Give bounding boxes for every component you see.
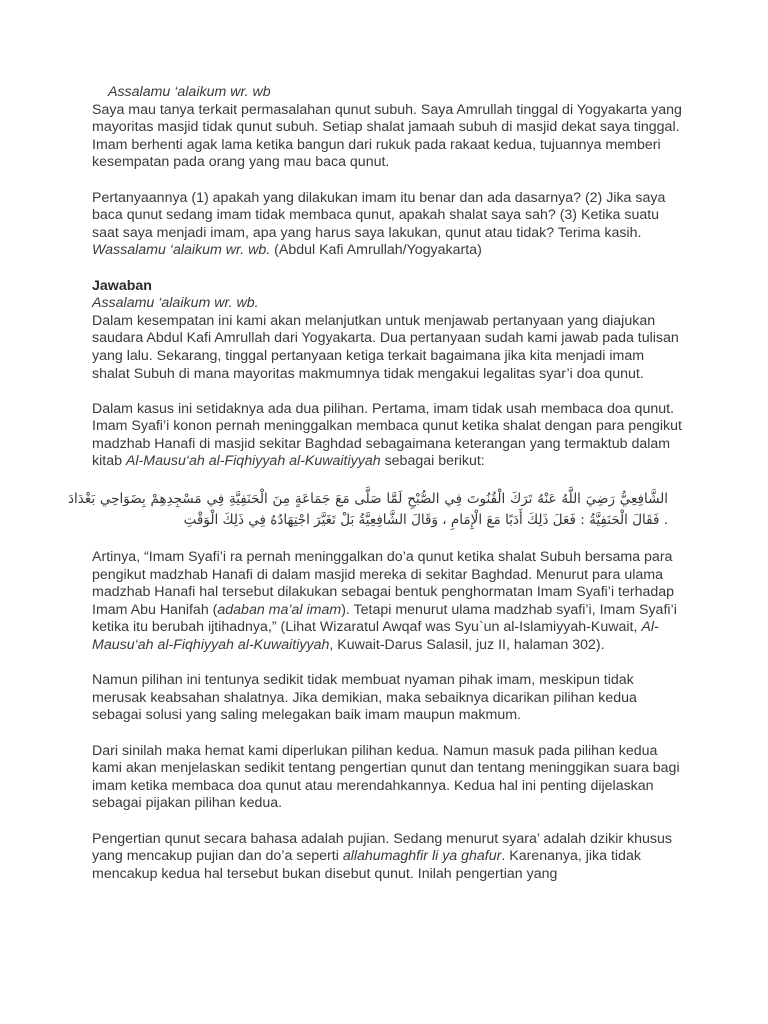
answer-paragraph-6 bbox=[92, 831, 682, 884]
answer-paragraph-1: Dalam kesempatan ini kami akan melanjutkan untuk menjawab pertanyaan yang diajukan saudara Abdul Kafi Amrullah dari Yogyakarta. Dua pertanyaan sudah kami jawab pada tulisan yang lalu. Sekarang, tinggal pertanyaan ketiga terkait bagaimana jika kita menjadi imam shalat Subuh di mana mayoritas makmumnya tidak mengakui legalitas syar’i doa qunut. bbox=[92, 312, 679, 382]
question-paragraph-1: Saya mau tanya terkait permasalahan qunut subuh. Saya Amrullah tinggal di Yogyakarta yang mayoritas masjid tidak qunut subuh. Setiap shalat jamaah subuh di masjid dekat saya tinggal. Imam berhenti agak lama ketika bangun dari rukuk pada rakaat kedua, tujuannya memberi kesempatan pada orang yang mau baca qunut. bbox=[92, 101, 682, 171]
definition-text: Pengertian qunut secara bahasa adalah pujian. Sedang menurut syara’ adalah dzikir khusus yang mencakup pujian dan do’a seperti bbox=[92, 830, 672, 865]
book-title: Al-Mausu‘ah al-Fiqhiyyah al-Kuwaitiyyah bbox=[125, 453, 381, 470]
answer-greeting: Assalamu ‘alaikum wr. wb. bbox=[92, 295, 259, 312]
translation-text-2: ). Tetapi menurut ulama madzhab syafi’i, Imam Syafi’i ketika itu berubah ijtihadnya,” (Lihat Wizaratul Awqaf was Syu`un al-Islamiyyah-Kuwait, bbox=[92, 601, 677, 636]
paragraph-gap bbox=[92, 172, 682, 190]
question-greeting: Assalamu ‘alaikum wr. wb bbox=[108, 84, 271, 100]
signature: (Abdul Kafi Amrullah/Yogyakarta) bbox=[270, 242, 482, 259]
arabic-quote: الشَّافِعِيُّ رَضِيَ اللَّهُ عَنْهُ تَرَكَ الْقُنُوتَ فِي الصُّبْحِ لَمَّا صَلَّى مَعَ جَمَاعَةٍ مِنَ الْحَنَفِيَّةِ فِي مَسْجِدِهِمْ بِضَوَاحِي بَغْدَادَ . فَقَالَ الْحَنَفِيَّةُ : فَعَلَ ذَلِكَ أَدَبًا مَعَ الْإِمَامِ ، وَقَالَ الشَّافِعِيَّةُ بَلْ تَغَيَّرَ اجْتِهَادُهُ فِي ذَلِكَ الْوَقْتِ bbox=[68, 491, 668, 529]
translation-paragraph bbox=[92, 549, 682, 655]
closing-greeting: Wassalamu ‘alaikum wr. wb. bbox=[92, 242, 271, 259]
paragraph-gap bbox=[92, 655, 682, 673]
answer-text: Dalam kasus ini setidaknya ada dua pilihan. Pertama, imam tidak usah membaca doa qunut. Imam Syafi’i konon pernah meninggalkan membaca qunut ketika shalat dengan para pengikut madzhab Hanafi di masjid sekitar Baghdad sebagaimana keterangan yang termaktub dalam kitab bbox=[92, 400, 682, 470]
paragraph-gap bbox=[92, 260, 682, 278]
document-body bbox=[68, 84, 682, 883]
paragraph-gap bbox=[92, 813, 682, 831]
paragraph-gap bbox=[92, 725, 682, 743]
answer-paragraph-4: Namun pilihan ini tentunya sedikit tidak membuat nyaman pihak imam, meskipun tidak merusak keabsahan shalatnya. Jika demikian, maka sebaiknya dicarikan pilihan kedua sebagai solusi yang saling melegakan baik imam maupun makmum. bbox=[92, 672, 637, 724]
answer-paragraph-5: Dari sinilah maka hemat kami diperlukan pilihan kedua. Namun masuk pada pilihan kedua kami akan menjelaskan sedikit tentang pengertian qunut dan tentang meninggikan suara bagi imam ketika membaca doa qunut atau merendahkannya. Kedua hal ini penting dijelaskan sebagai pijakan pilihan kedua. bbox=[92, 742, 680, 812]
question-text: Pertanyaannya (1) apakah yang dilakukan imam itu benar dan ada dasarnya? (2) Jika saya baca qunut sedang imam tidak membaca qunut, apakah shalat saya sah? (3) Ketika suatu saat saya menjadi imam, apa yang harus saya lakukan, qunut atau tidak? Terima kasih. bbox=[92, 189, 666, 241]
definition-text-2: . Karenanya, jika tidak mencakup kedua hal tersebut bukan disebut qunut. Inilah pengertian yang bbox=[92, 848, 641, 882]
translation-text: Artinya, “Imam Syafi’i ra pernah meninggalkan do’a qunut ketika shalat Subuh bersama para pengikut madzhab Hanafi di dalam masjid mereka di sekitar Baghdad. Menurut para ulama madzhab Hanafi hal tersebut dilakukan sebagai bentuk penghormatan Imam Syafi’i terhadap Imam Abu Hanifah ( bbox=[92, 549, 675, 618]
paragraph-gap bbox=[92, 383, 682, 401]
answer-heading: Jawaban bbox=[92, 277, 152, 294]
doa-phrase: allahumaghfir li ya ghafur bbox=[342, 848, 502, 865]
answer-text-end: sebagai berikut: bbox=[380, 453, 485, 470]
term-adab: adaban ma’al imam bbox=[217, 601, 342, 618]
citation-end: , Kuwait-Darus Salasil, juz II, halaman 302). bbox=[329, 637, 605, 654]
question-paragraph-2 bbox=[92, 190, 682, 260]
book-title-citation: Al-Mausu‘ah al-Fiqhiyyah al-Kuwaitiyyah bbox=[92, 619, 659, 654]
answer-paragraph-2 bbox=[92, 401, 682, 471]
